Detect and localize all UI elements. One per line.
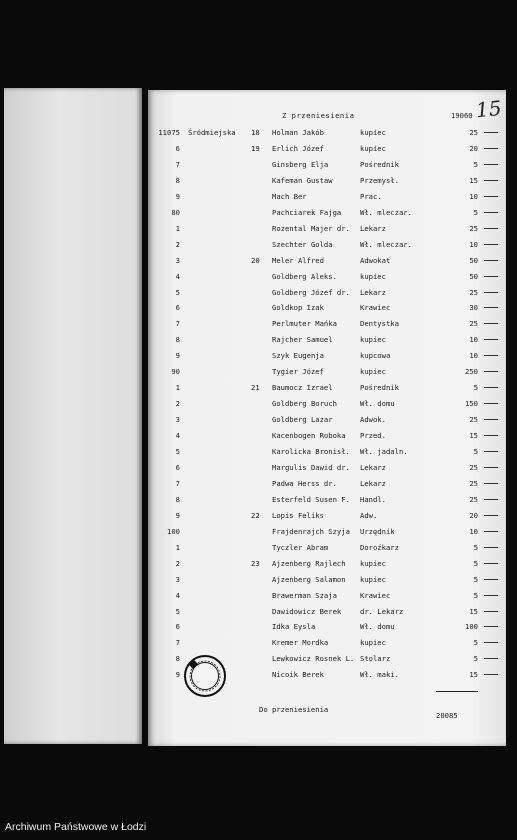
amount: 250: [465, 367, 478, 377]
house-number: 20: [251, 255, 260, 265]
entry-number: 7: [175, 159, 180, 169]
ledger-row: [0, 224, 517, 238]
ledger-row: [0, 351, 517, 365]
entry-number: 2: [175, 399, 180, 409]
tick-mark: [484, 196, 498, 197]
amount: 25: [469, 223, 478, 233]
ledger-row: [0, 622, 517, 636]
tick-mark: [484, 323, 498, 324]
tick-mark: [484, 626, 498, 627]
amount: 30: [469, 303, 478, 313]
amount: 15: [469, 431, 478, 441]
amount: 10: [469, 239, 478, 249]
tick-mark: [484, 515, 498, 516]
entry-number: 6: [175, 622, 180, 632]
tick-mark: [484, 292, 498, 293]
archive-stamp: [184, 655, 226, 697]
amount: 10: [469, 526, 478, 536]
entry-number: 9: [175, 670, 180, 680]
amount: 25: [469, 128, 478, 137]
amount: 5: [473, 558, 478, 568]
person-name: Esterfeld Susen F.: [272, 494, 350, 504]
ledger-row: [0, 160, 517, 174]
amount: 5: [473, 159, 478, 169]
tick-mark: [484, 563, 498, 564]
ledger-row: [0, 176, 517, 190]
profession: Pośrednik: [360, 159, 399, 169]
person-name: Nicoik Berek: [272, 670, 324, 680]
profession: Pośrednik: [360, 383, 399, 393]
profession: Przed.: [360, 431, 386, 441]
person-name: Kafeman Gustaw: [272, 175, 333, 185]
tick-mark: [484, 307, 498, 308]
ledger-row: [0, 367, 517, 381]
person-name: Perlmuter Mańka: [272, 319, 337, 329]
profession: Lekarz: [360, 462, 386, 472]
tick-mark: [484, 642, 498, 643]
tick-mark: [484, 403, 498, 404]
tick-mark: [484, 371, 498, 372]
tick-mark: [484, 132, 498, 133]
tick-mark: [484, 244, 498, 245]
profession: kupiec: [360, 143, 386, 153]
tick-mark: [484, 212, 498, 213]
profession: Wł. mleczar.: [360, 207, 412, 217]
profession: Wł. domu: [360, 622, 395, 632]
profession: Wł. maki.: [360, 670, 399, 680]
tick-mark: [484, 164, 498, 165]
person-name: Meler Alfred: [272, 255, 324, 265]
tick-mark: [484, 260, 498, 261]
ledger-row: [0, 256, 517, 270]
entry-number: 6: [175, 462, 180, 472]
entry-number: 7: [175, 478, 180, 488]
person-name: Mach Ber: [272, 191, 307, 201]
profession: Wł. mleczar.: [360, 239, 412, 249]
entry-number: 5: [175, 447, 180, 456]
entry-number: 8: [175, 335, 180, 345]
tick-mark: [484, 451, 498, 452]
person-name: Kremer Mordka: [272, 638, 329, 648]
profession: Wł. jadaln.: [360, 447, 408, 456]
tick-mark: [484, 387, 498, 388]
amount: 150: [465, 399, 478, 409]
profession: Krawiec: [360, 303, 391, 313]
ledger-row: [0, 511, 517, 525]
person-name: Idka Eysla: [272, 622, 316, 632]
amount: 5: [473, 590, 478, 600]
amount: 5: [473, 383, 478, 393]
amount: 50: [469, 271, 478, 281]
entry-number: 6: [175, 143, 180, 153]
person-name: Karolicka Bronisł.: [272, 447, 350, 456]
person-name: Padwa Herss dr.: [272, 478, 337, 488]
ledger-row: [0, 128, 517, 142]
profession: Dentystka: [360, 319, 399, 329]
tick-mark: [484, 180, 498, 181]
house-number: 22: [251, 510, 260, 520]
tick-mark: [484, 276, 498, 277]
entry-number: 3: [175, 255, 180, 265]
person-name: Frajdenrajch Szyja: [272, 526, 350, 536]
amount: 10: [469, 335, 478, 345]
tick-mark: [484, 658, 498, 659]
amount: 5: [473, 207, 478, 217]
total-underline: [436, 691, 478, 692]
amount: 50: [469, 255, 478, 265]
amount: 5: [473, 574, 478, 584]
profession: Adwok.: [360, 415, 386, 425]
entry-number: 100: [167, 526, 180, 536]
ledger-row: [0, 415, 517, 429]
amount: 10: [469, 191, 478, 201]
amount: 25: [469, 319, 478, 329]
entry-number: 6: [175, 303, 180, 313]
profession: kupiec: [360, 574, 386, 584]
tick-mark: [484, 531, 498, 532]
person-name: Dawidowicz Berek: [272, 606, 342, 616]
ledger-row: [0, 208, 517, 222]
person-name: Pachciarek Fajga: [272, 207, 342, 217]
ledger-row: [0, 638, 517, 652]
entry-number: 4: [175, 271, 180, 281]
entry-number: 2: [175, 239, 180, 249]
person-name: Kacenbogen Roboka: [272, 431, 346, 441]
person-name: Ajzenberg Salamon: [272, 574, 346, 584]
amount: 10: [469, 351, 478, 361]
profession: Adw.: [360, 510, 378, 520]
ledger-row: [0, 479, 517, 493]
profession: Przemysł.: [360, 175, 399, 185]
amount: 20: [469, 143, 478, 153]
person-name: Goldberg Lazar: [272, 415, 333, 425]
amount: 5: [473, 542, 478, 552]
person-name: Goldkop Izak: [272, 303, 324, 313]
person-name: Tyczler Abram: [272, 542, 329, 552]
profession: kupiec: [360, 335, 386, 345]
ledger-row: [0, 575, 517, 589]
entry-number: 3: [175, 574, 180, 584]
amount: 15: [469, 606, 478, 616]
person-name: Brawerman Szaja: [272, 590, 337, 600]
profession: Adwokat: [360, 255, 391, 265]
ledger-row: [0, 607, 517, 621]
entry-number: 9: [175, 351, 180, 361]
ledger-row: [0, 591, 517, 605]
profession: Stolarz: [360, 654, 391, 664]
profession: Prac.: [360, 191, 382, 201]
profession: dr. Lekarz: [360, 606, 404, 616]
ledger-row: [0, 543, 517, 557]
person-name: Holman Jakób: [272, 128, 324, 137]
entry-number: 5: [175, 606, 180, 616]
archive-label: Archiwum Państwowe w Łodzi: [5, 821, 147, 833]
ledger-row: [0, 447, 517, 461]
ledger-row: [0, 319, 517, 333]
ledger-row: [0, 527, 517, 541]
entry-number: 1: [175, 542, 180, 552]
person-name: Tygier Józef: [272, 367, 324, 377]
amount: 20: [469, 510, 478, 520]
amount: 15: [469, 670, 478, 680]
profession: Lekarz: [360, 223, 386, 233]
entry-number: 7: [175, 638, 180, 648]
ledger-row: [0, 288, 517, 302]
district: Śródmiejska: [188, 128, 236, 137]
entry-number: 2: [175, 558, 180, 568]
tick-mark: [484, 499, 498, 500]
person-name: Goldberg Aleks.: [272, 271, 337, 281]
amount: 100: [465, 622, 478, 632]
amount: 15: [469, 175, 478, 185]
profession: Krawiec: [360, 590, 391, 600]
tick-mark: [484, 674, 498, 675]
person-name: Lewkowicz Rosnek L.: [272, 654, 355, 664]
ledger-row: [0, 303, 517, 317]
profession: kupiec: [360, 367, 386, 377]
amount: 25: [469, 478, 478, 488]
amount: 25: [469, 287, 478, 297]
entry-number: 90: [171, 367, 180, 377]
entry-number: 4: [175, 590, 180, 600]
header-year: 19060: [451, 111, 473, 120]
house-number: 21: [251, 383, 260, 393]
tick-mark: [484, 339, 498, 340]
entry-number: 7: [175, 319, 180, 329]
ledger-row: [0, 670, 517, 684]
tick-mark: [484, 611, 498, 612]
tick-mark: [484, 228, 498, 229]
tick-mark: [484, 355, 498, 356]
ledger-row: [0, 463, 517, 477]
ledger-row: [0, 495, 517, 509]
tick-mark: [484, 419, 498, 420]
ledger-row: [0, 399, 517, 413]
profession: Lekarz: [360, 478, 386, 488]
person-name: Erlich Józef: [272, 143, 324, 153]
entry-number: 1: [175, 383, 180, 393]
profession: kupiec: [360, 638, 386, 648]
amount: 25: [469, 415, 478, 425]
tick-mark: [484, 579, 498, 580]
entry-number: 8: [175, 654, 180, 664]
person-name: Szyk Eugenja: [272, 351, 324, 361]
person-name: Ginsberg Elja: [272, 159, 329, 169]
ledger-row: [0, 144, 517, 158]
person-name: Margulis Dawid dr.: [272, 462, 350, 472]
house-number: 18: [251, 128, 260, 137]
person-name: Goldberg Józef dr.: [272, 287, 350, 297]
tick-mark: [484, 547, 498, 548]
ledger-row: [0, 192, 517, 206]
tick-mark: [484, 435, 498, 436]
person-name: Baumocz Izrael: [272, 383, 333, 393]
footer-label: Do przeniesienia: [259, 705, 329, 714]
profession: Wł. domu: [360, 399, 395, 409]
person-name: Szechter Golda: [272, 239, 333, 249]
amount: 25: [469, 462, 478, 472]
ledger-row: [0, 559, 517, 573]
entry-number: 80: [171, 207, 180, 217]
ledger-row: [0, 383, 517, 397]
ledger-row: [0, 654, 517, 668]
person-name: Rozental Majer dr.: [272, 223, 350, 233]
tick-mark: [484, 467, 498, 468]
profession: Lekarz: [360, 287, 386, 297]
person-name: Goldberg Boruch: [272, 399, 337, 409]
entry-number: 1: [175, 223, 180, 233]
amount: 5: [473, 447, 478, 456]
tick-mark: [484, 148, 498, 149]
entry-number: 4: [175, 431, 180, 441]
profession: Handl.: [360, 494, 386, 504]
entry-number: 9: [175, 510, 180, 520]
ledger-row: [0, 240, 517, 254]
profession: Doroźkarz: [360, 542, 399, 552]
tick-mark: [484, 483, 498, 484]
profession: Urzędnik: [360, 526, 395, 536]
profession: kupcowa: [360, 351, 391, 361]
entry-number: 8: [175, 494, 180, 504]
ledger-row: [0, 431, 517, 445]
amount: 5: [473, 638, 478, 648]
ledger-row: [0, 272, 517, 286]
person-name: Ajzenberg Rajlech: [272, 558, 346, 568]
amount: 5: [473, 654, 478, 664]
house-number: 23: [251, 558, 260, 568]
person-name: Rajcher Samuel: [272, 335, 333, 345]
entry-number: 3: [175, 415, 180, 425]
amount: 25: [469, 494, 478, 504]
profession: kupiec: [360, 128, 386, 137]
ledger-row: [0, 335, 517, 349]
person-name: Lopis Feliks: [272, 510, 324, 520]
profession: kupiec: [360, 271, 386, 281]
profession: kupiec: [360, 558, 386, 568]
entry-number: 5: [175, 287, 180, 297]
entry-number: 11075: [158, 128, 180, 137]
folio-number: 15: [474, 95, 503, 123]
entry-number: 9: [175, 191, 180, 201]
tick-mark: [484, 595, 498, 596]
house-number: 19: [251, 143, 260, 153]
entry-number: 8: [175, 175, 180, 185]
header-title: Z przeniesienia: [282, 111, 355, 120]
footer-total: 20085: [436, 711, 458, 720]
